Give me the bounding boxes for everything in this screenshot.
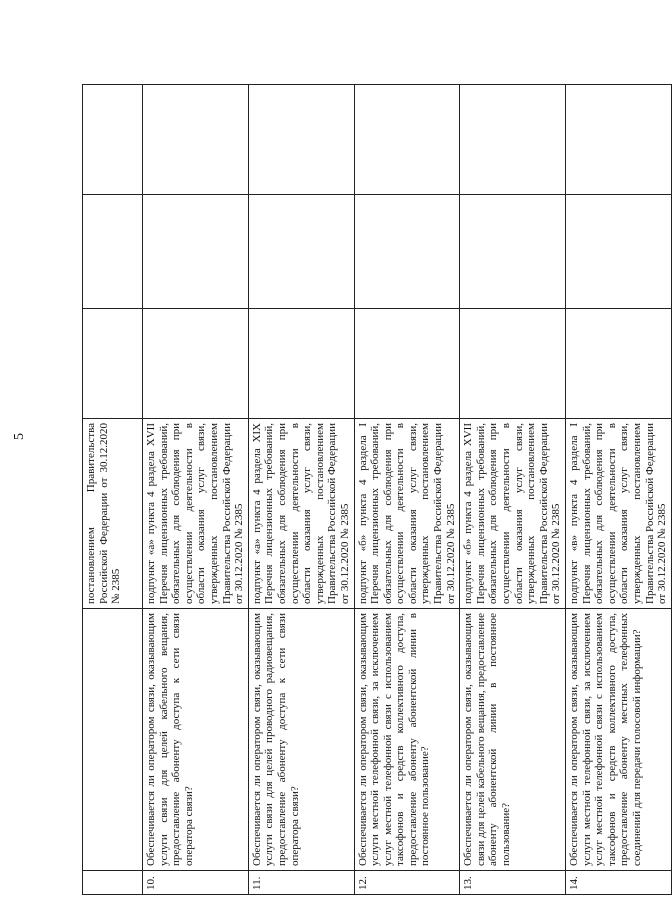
cell-empty	[566, 309, 672, 419]
cell-basis: постановлением Правительства Российской Федерации от 30.12.2020 № 2385	[83, 419, 143, 609]
row-number: 10.	[143, 871, 249, 895]
cell-empty	[354, 195, 460, 309]
row-question: Обеспечивается ли оператором связи, оказывающим услуги местной телефонной связи, за исключением услуг местной телефонной связи с использованием таксофонов и средств коллективного доступа, предоставление абоненту абонентской линии в постоянное пользование?	[354, 609, 460, 871]
row-basis: подпункт «а» пункта 4 раздела XIX Перечня лицензионных требований, обязательных для соблюдения при осуществлении деятельности в области оказания услуг связи, утвержденных постановлением Правительства Российской Федерации от 30.12.2020 № 2385	[248, 419, 354, 609]
cell-empty	[566, 85, 672, 195]
table-row	[460, 85, 566, 895]
table-row	[143, 85, 249, 895]
row-basis: подпункт «в» пункта 4 раздела I Перечня лицензионных требований, обязательных для соблюдения при осуществлении деятельности в области оказания услуг связи, утвержденных постановлением Правительства Российской Федерации от 30.12.2020 № 2385	[566, 419, 672, 609]
cell-empty	[460, 85, 566, 195]
table-row	[248, 85, 354, 895]
row-basis: подпункт «б» пункта 4 раздела I Перечня лицензионных требований, обязательных для соблюдения при осуществлении деятельности в области оказания услуг связи, утвержденных постановлением Правительства Российской Федерации от 30.12.2020 № 2385	[354, 419, 460, 609]
cell-empty	[460, 309, 566, 419]
row-question: Обеспечивается ли оператором связи, оказывающим связи для целей кабельного вещания, предоставление абоненту абонентской линии в постоянное пользование?	[460, 609, 566, 871]
row-number: 12.	[354, 871, 460, 895]
cell-empty	[143, 309, 249, 419]
row-number: 11.	[248, 871, 354, 895]
cell-empty	[83, 85, 143, 195]
row-number: 13.	[460, 871, 566, 895]
row-question: Обеспечивается ли оператором связи, оказывающим услуги связи для целей кабельного вещания, предоставление абоненту доступа к сети связи оператора связи?	[143, 609, 249, 871]
cell-empty	[354, 85, 460, 195]
cell-number	[83, 871, 143, 895]
row-number: 14.	[566, 871, 672, 895]
rotated-table-container	[82, 85, 669, 895]
cell-question	[83, 609, 143, 871]
cell-empty	[143, 85, 249, 195]
cell-empty	[248, 85, 354, 195]
table-row-continuation	[83, 85, 143, 895]
page-number: 5	[12, 433, 27, 440]
row-question: Обеспечивается ли оператором связи, оказывающим услуги связи для целей проводного радиовещания, предоставление абоненту доступа к сети связи оператора связи?	[248, 609, 354, 871]
table-row	[566, 85, 672, 895]
cell-empty	[248, 309, 354, 419]
cell-empty	[460, 195, 566, 309]
row-basis: подпункт «б» пункта 4 раздела XVII Перечня лицензионных требований, обязательных для соблюдения при осуществлении деятельности в области оказания услуг связи, утвержденных постановлением Правительства Российской Федерации от 30.12.2020 № 2385	[460, 419, 566, 609]
table-row	[354, 85, 460, 895]
cell-empty	[143, 195, 249, 309]
cell-empty	[354, 309, 460, 419]
row-basis: подпункт «а» пункта 4 раздела XVII Перечня лицензионных требований, обязательных для соблюдения при осуществлении деятельности в области оказания услуг связи, утвержденных постановлением Правительства Российской Федерации от 30.12.2020 № 2385	[143, 419, 249, 609]
cell-empty	[248, 195, 354, 309]
cell-empty	[566, 195, 672, 309]
cell-empty	[83, 309, 143, 419]
requirements-table	[82, 84, 672, 895]
row-question: Обеспечивается ли оператором связи, оказывающим услуги местной телефонной связи, за исключением услуг местной телефонной связи с использованием таксофонов и средств коллективного доступа, предоставление абоненту местных телефонных соединений для передачи голосовой информации?	[566, 609, 672, 871]
cell-empty	[83, 195, 143, 309]
